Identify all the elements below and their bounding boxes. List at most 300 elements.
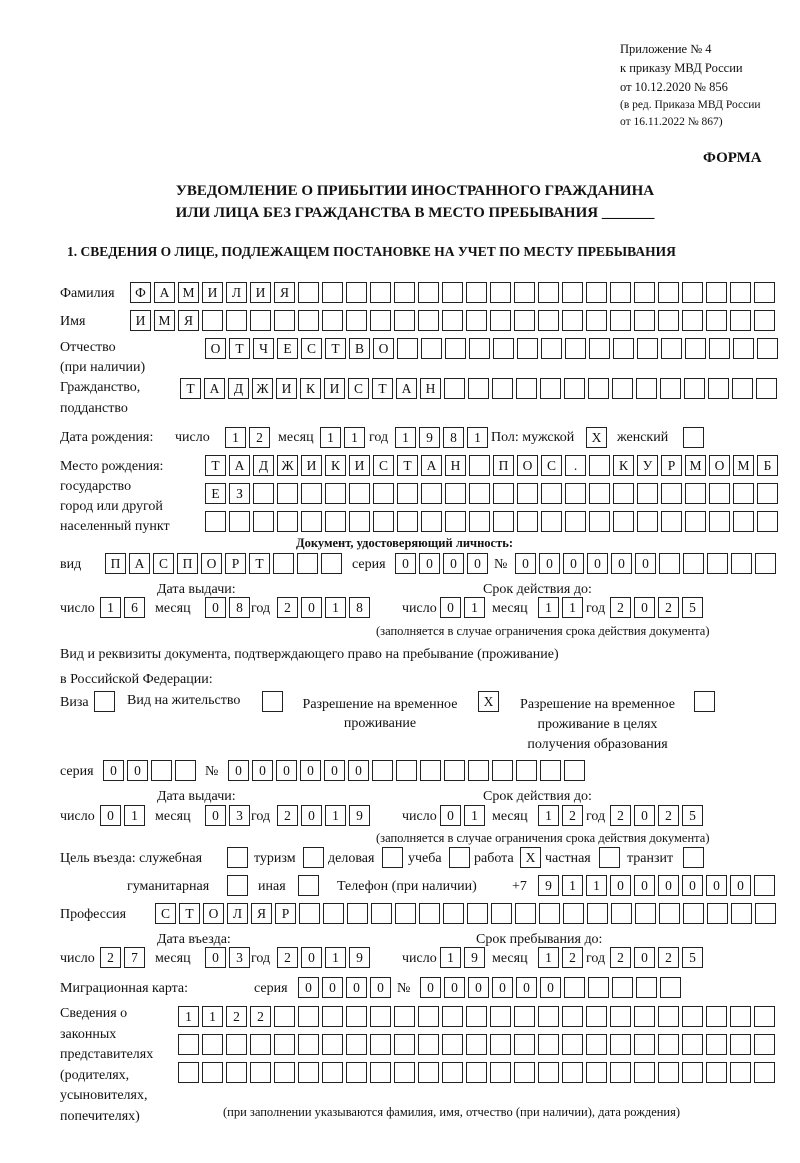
char-box[interactable] (709, 483, 730, 504)
char-box[interactable]: Т (325, 338, 346, 359)
char-box[interactable] (540, 378, 561, 399)
char-box[interactable]: Т (372, 378, 393, 399)
checkbox[interactable] (683, 427, 704, 448)
char-box[interactable] (733, 338, 754, 359)
char-box[interactable]: 3 (229, 947, 250, 968)
char-box[interactable] (683, 903, 704, 924)
char-box[interactable] (754, 875, 775, 896)
char-box[interactable] (274, 1006, 295, 1027)
char-box[interactable] (730, 1006, 751, 1027)
char-box[interactable]: Р (661, 455, 682, 476)
char-box[interactable] (611, 903, 632, 924)
char-box[interactable]: А (229, 455, 250, 476)
char-box[interactable]: 0 (610, 875, 631, 896)
char-box[interactable]: 0 (563, 553, 584, 574)
char-box[interactable] (613, 511, 634, 532)
char-box[interactable]: К (300, 378, 321, 399)
char-box[interactable]: 2 (226, 1006, 247, 1027)
char-box[interactable] (322, 310, 343, 331)
char-box[interactable] (346, 310, 367, 331)
char-box[interactable] (709, 511, 730, 532)
char-box[interactable]: 0 (634, 875, 655, 896)
char-box[interactable]: 0 (301, 805, 322, 826)
char-box[interactable]: 8 (229, 597, 250, 618)
char-box[interactable] (491, 903, 512, 924)
char-box[interactable] (586, 1062, 607, 1083)
char-box[interactable]: 0 (634, 947, 655, 968)
char-box[interactable] (730, 282, 751, 303)
char-box[interactable] (564, 977, 585, 998)
char-box[interactable] (658, 1006, 679, 1027)
char-box[interactable] (445, 338, 466, 359)
char-box[interactable]: 8 (443, 427, 464, 448)
char-box[interactable] (756, 378, 777, 399)
char-box[interactable] (444, 378, 465, 399)
char-box[interactable] (202, 310, 223, 331)
char-box[interactable] (682, 282, 703, 303)
checkbox[interactable]: X (586, 427, 607, 448)
checkbox[interactable]: X (520, 847, 541, 868)
char-box[interactable] (421, 338, 442, 359)
char-box[interactable] (635, 903, 656, 924)
char-box[interactable] (514, 1034, 535, 1055)
char-box[interactable] (325, 511, 346, 532)
char-box[interactable] (562, 1034, 583, 1055)
char-box[interactable]: 0 (370, 977, 391, 998)
char-box[interactable]: Т (179, 903, 200, 924)
char-box[interactable] (373, 511, 394, 532)
char-box[interactable] (322, 1006, 343, 1027)
char-box[interactable]: 2 (658, 947, 679, 968)
char-box[interactable] (301, 483, 322, 504)
char-box[interactable]: 2 (277, 805, 298, 826)
char-box[interactable]: 1 (178, 1006, 199, 1027)
char-box[interactable] (370, 310, 391, 331)
char-box[interactable]: М (733, 455, 754, 476)
char-box[interactable] (419, 903, 440, 924)
char-box[interactable] (589, 511, 610, 532)
char-box[interactable]: 1 (538, 805, 559, 826)
char-box[interactable] (151, 760, 172, 781)
char-box[interactable]: И (349, 455, 370, 476)
char-box[interactable] (634, 1006, 655, 1027)
char-box[interactable]: 2 (562, 805, 583, 826)
char-box[interactable] (538, 1006, 559, 1027)
char-box[interactable] (370, 1034, 391, 1055)
char-box[interactable]: 0 (634, 805, 655, 826)
char-box[interactable]: П (105, 553, 126, 574)
char-box[interactable] (443, 903, 464, 924)
char-box[interactable]: 2 (277, 947, 298, 968)
char-box[interactable] (610, 1062, 631, 1083)
checkbox[interactable] (683, 847, 704, 868)
char-box[interactable] (490, 282, 511, 303)
char-box[interactable] (589, 483, 610, 504)
char-box[interactable]: 0 (658, 875, 679, 896)
char-box[interactable] (685, 511, 706, 532)
char-box[interactable] (346, 1006, 367, 1027)
char-box[interactable] (706, 310, 727, 331)
char-box[interactable] (514, 1062, 535, 1083)
char-box[interactable] (469, 338, 490, 359)
char-box[interactable]: 1 (202, 1006, 223, 1027)
char-box[interactable]: 0 (440, 597, 461, 618)
char-box[interactable] (467, 903, 488, 924)
char-box[interactable] (707, 903, 728, 924)
char-box[interactable]: 2 (610, 947, 631, 968)
char-box[interactable]: 9 (538, 875, 559, 896)
char-box[interactable] (541, 483, 562, 504)
char-box[interactable]: Л (226, 282, 247, 303)
char-box[interactable] (682, 1034, 703, 1055)
char-box[interactable] (610, 1006, 631, 1027)
char-box[interactable] (493, 338, 514, 359)
char-box[interactable]: 1 (395, 427, 416, 448)
char-box[interactable] (442, 1034, 463, 1055)
char-box[interactable]: Р (225, 553, 246, 574)
checkbox[interactable] (262, 691, 283, 712)
char-box[interactable] (538, 282, 559, 303)
char-box[interactable]: Т (249, 553, 270, 574)
char-box[interactable] (445, 483, 466, 504)
char-box[interactable] (754, 310, 775, 331)
char-box[interactable] (466, 282, 487, 303)
char-box[interactable]: 9 (464, 947, 485, 968)
char-box[interactable]: 2 (249, 427, 270, 448)
char-box[interactable]: Т (397, 455, 418, 476)
char-box[interactable]: Т (180, 378, 201, 399)
char-box[interactable]: 0 (540, 977, 561, 998)
char-box[interactable]: А (154, 282, 175, 303)
char-box[interactable]: А (204, 378, 225, 399)
char-box[interactable]: Ж (252, 378, 273, 399)
char-box[interactable]: Д (253, 455, 274, 476)
char-box[interactable]: К (325, 455, 346, 476)
char-box[interactable]: О (517, 455, 538, 476)
char-box[interactable] (397, 338, 418, 359)
char-box[interactable] (370, 1006, 391, 1027)
char-box[interactable] (563, 903, 584, 924)
char-box[interactable] (205, 511, 226, 532)
char-box[interactable] (562, 310, 583, 331)
char-box[interactable]: Е (277, 338, 298, 359)
char-box[interactable]: Б (757, 455, 778, 476)
char-box[interactable]: 0 (587, 553, 608, 574)
char-box[interactable]: Ж (277, 455, 298, 476)
char-box[interactable] (589, 455, 610, 476)
char-box[interactable]: 5 (682, 947, 703, 968)
char-box[interactable]: 0 (298, 977, 319, 998)
char-box[interactable] (637, 511, 658, 532)
char-box[interactable]: 2 (100, 947, 121, 968)
char-box[interactable] (466, 1062, 487, 1083)
char-box[interactable]: 1 (440, 947, 461, 968)
char-box[interactable]: С (155, 903, 176, 924)
char-box[interactable] (637, 483, 658, 504)
char-box[interactable]: 1 (538, 597, 559, 618)
char-box[interactable] (586, 1034, 607, 1055)
char-box[interactable]: 9 (349, 947, 370, 968)
char-box[interactable] (586, 282, 607, 303)
char-box[interactable]: О (709, 455, 730, 476)
char-box[interactable] (516, 378, 537, 399)
char-box[interactable] (490, 310, 511, 331)
char-box[interactable]: 2 (250, 1006, 271, 1027)
char-box[interactable] (468, 378, 489, 399)
char-box[interactable]: 0 (348, 760, 369, 781)
char-box[interactable] (586, 1006, 607, 1027)
char-box[interactable] (637, 338, 658, 359)
char-box[interactable]: И (202, 282, 223, 303)
char-box[interactable] (754, 1006, 775, 1027)
char-box[interactable] (298, 282, 319, 303)
char-box[interactable] (514, 310, 535, 331)
char-box[interactable] (586, 310, 607, 331)
char-box[interactable] (538, 1034, 559, 1055)
char-box[interactable] (469, 511, 490, 532)
char-box[interactable] (202, 1062, 223, 1083)
char-box[interactable] (707, 553, 728, 574)
char-box[interactable]: 0 (322, 977, 343, 998)
char-box[interactable] (250, 310, 271, 331)
char-box[interactable] (541, 511, 562, 532)
char-box[interactable] (564, 760, 585, 781)
checkbox[interactable] (599, 847, 620, 868)
char-box[interactable] (731, 553, 752, 574)
char-box[interactable] (298, 310, 319, 331)
char-box[interactable]: 1 (344, 427, 365, 448)
char-box[interactable] (418, 282, 439, 303)
char-box[interactable]: 0 (324, 760, 345, 781)
char-box[interactable] (394, 1034, 415, 1055)
char-box[interactable]: 0 (706, 875, 727, 896)
char-box[interactable] (661, 511, 682, 532)
checkbox[interactable]: X (478, 691, 499, 712)
char-box[interactable] (730, 310, 751, 331)
char-box[interactable]: 2 (658, 805, 679, 826)
char-box[interactable]: 1 (464, 597, 485, 618)
char-box[interactable] (565, 338, 586, 359)
char-box[interactable]: Я (251, 903, 272, 924)
char-box[interactable] (588, 977, 609, 998)
char-box[interactable] (253, 483, 274, 504)
char-box[interactable] (418, 1006, 439, 1027)
char-box[interactable] (587, 903, 608, 924)
char-box[interactable]: 1 (467, 427, 488, 448)
char-box[interactable]: 0 (515, 553, 536, 574)
char-box[interactable] (347, 903, 368, 924)
char-box[interactable] (493, 511, 514, 532)
char-box[interactable] (274, 1034, 295, 1055)
char-box[interactable] (516, 760, 537, 781)
char-box[interactable]: А (396, 378, 417, 399)
char-box[interactable]: 0 (419, 553, 440, 574)
char-box[interactable] (274, 1062, 295, 1083)
char-box[interactable] (660, 378, 681, 399)
char-box[interactable]: 0 (103, 760, 124, 781)
checkbox[interactable] (382, 847, 403, 868)
char-box[interactable] (322, 282, 343, 303)
char-box[interactable]: П (493, 455, 514, 476)
char-box[interactable] (541, 338, 562, 359)
char-box[interactable] (469, 455, 490, 476)
char-box[interactable] (418, 1034, 439, 1055)
char-box[interactable]: 0 (444, 977, 465, 998)
char-box[interactable] (325, 483, 346, 504)
char-box[interactable]: Я (178, 310, 199, 331)
char-box[interactable] (683, 553, 704, 574)
char-box[interactable] (539, 903, 560, 924)
char-box[interactable] (540, 760, 561, 781)
char-box[interactable] (517, 511, 538, 532)
char-box[interactable] (273, 553, 294, 574)
char-box[interactable] (468, 760, 489, 781)
checkbox[interactable] (449, 847, 470, 868)
char-box[interactable] (757, 483, 778, 504)
char-box[interactable]: 2 (610, 597, 631, 618)
char-box[interactable] (514, 282, 535, 303)
char-box[interactable] (682, 310, 703, 331)
char-box[interactable]: О (373, 338, 394, 359)
char-box[interactable]: 0 (635, 553, 656, 574)
char-box[interactable]: 0 (440, 805, 461, 826)
char-box[interactable] (659, 553, 680, 574)
char-box[interactable]: А (129, 553, 150, 574)
char-box[interactable] (562, 1062, 583, 1083)
char-box[interactable] (301, 511, 322, 532)
char-box[interactable] (178, 1062, 199, 1083)
char-box[interactable]: 8 (349, 597, 370, 618)
char-box[interactable] (297, 553, 318, 574)
char-box[interactable] (442, 1006, 463, 1027)
char-box[interactable] (298, 1006, 319, 1027)
char-box[interactable] (634, 310, 655, 331)
char-box[interactable]: 0 (276, 760, 297, 781)
char-box[interactable] (757, 338, 778, 359)
char-box[interactable] (469, 483, 490, 504)
char-box[interactable]: 1 (225, 427, 246, 448)
char-box[interactable]: 7 (124, 947, 145, 968)
char-box[interactable] (229, 511, 250, 532)
char-box[interactable] (421, 511, 442, 532)
char-box[interactable]: 0 (205, 805, 226, 826)
char-box[interactable] (562, 1006, 583, 1027)
char-box[interactable]: 0 (252, 760, 273, 781)
char-box[interactable] (226, 310, 247, 331)
char-box[interactable] (613, 338, 634, 359)
char-box[interactable] (658, 310, 679, 331)
char-box[interactable] (349, 483, 370, 504)
char-box[interactable]: С (348, 378, 369, 399)
char-box[interactable] (733, 483, 754, 504)
char-box[interactable]: 0 (205, 947, 226, 968)
char-box[interactable]: 1 (562, 597, 583, 618)
char-box[interactable] (492, 760, 513, 781)
char-box[interactable] (517, 338, 538, 359)
char-box[interactable] (685, 338, 706, 359)
checkbox[interactable] (298, 875, 319, 896)
char-box[interactable] (634, 282, 655, 303)
char-box[interactable]: И (324, 378, 345, 399)
char-box[interactable] (421, 483, 442, 504)
char-box[interactable] (442, 1062, 463, 1083)
char-box[interactable] (515, 903, 536, 924)
char-box[interactable]: 0 (467, 553, 488, 574)
char-box[interactable] (490, 1034, 511, 1055)
char-box[interactable]: Н (445, 455, 466, 476)
char-box[interactable]: 2 (610, 805, 631, 826)
char-box[interactable] (346, 282, 367, 303)
char-box[interactable] (253, 511, 274, 532)
char-box[interactable]: 0 (301, 597, 322, 618)
char-box[interactable] (298, 1034, 319, 1055)
char-box[interactable]: 0 (611, 553, 632, 574)
char-box[interactable] (730, 1034, 751, 1055)
char-box[interactable] (658, 1062, 679, 1083)
char-box[interactable]: 0 (301, 947, 322, 968)
char-box[interactable]: Е (205, 483, 226, 504)
char-box[interactable] (610, 1034, 631, 1055)
char-box[interactable]: 0 (443, 553, 464, 574)
char-box[interactable]: 0 (127, 760, 148, 781)
char-box[interactable] (175, 760, 196, 781)
char-box[interactable]: 0 (228, 760, 249, 781)
char-box[interactable]: О (201, 553, 222, 574)
char-box[interactable] (397, 483, 418, 504)
char-box[interactable] (754, 282, 775, 303)
char-box[interactable] (394, 310, 415, 331)
char-box[interactable]: Р (275, 903, 296, 924)
char-box[interactable]: 0 (492, 977, 513, 998)
char-box[interactable]: 0 (682, 875, 703, 896)
char-box[interactable] (731, 903, 752, 924)
char-box[interactable]: Л (227, 903, 248, 924)
char-box[interactable] (490, 1062, 511, 1083)
char-box[interactable] (250, 1034, 271, 1055)
char-box[interactable] (349, 511, 370, 532)
char-box[interactable]: Д (228, 378, 249, 399)
char-box[interactable]: С (541, 455, 562, 476)
char-box[interactable] (589, 338, 610, 359)
char-box[interactable]: И (301, 455, 322, 476)
char-box[interactable] (538, 1062, 559, 1083)
char-box[interactable]: О (203, 903, 224, 924)
char-box[interactable]: М (178, 282, 199, 303)
char-box[interactable]: 0 (300, 760, 321, 781)
char-box[interactable] (612, 977, 633, 998)
char-box[interactable] (658, 1034, 679, 1055)
char-box[interactable]: И (276, 378, 297, 399)
char-box[interactable]: 1 (464, 805, 485, 826)
char-box[interactable]: Ф (130, 282, 151, 303)
char-box[interactable] (397, 511, 418, 532)
char-box[interactable] (685, 483, 706, 504)
char-box[interactable] (708, 378, 729, 399)
char-box[interactable]: Н (420, 378, 441, 399)
char-box[interactable] (754, 1034, 775, 1055)
char-box[interactable] (445, 511, 466, 532)
char-box[interactable] (588, 378, 609, 399)
char-box[interactable] (418, 1062, 439, 1083)
char-box[interactable]: 0 (395, 553, 416, 574)
char-box[interactable] (420, 760, 441, 781)
char-box[interactable] (538, 310, 559, 331)
char-box[interactable] (610, 310, 631, 331)
char-box[interactable] (682, 1006, 703, 1027)
char-box[interactable] (346, 1034, 367, 1055)
char-box[interactable]: 1 (325, 947, 346, 968)
char-box[interactable]: 0 (100, 805, 121, 826)
